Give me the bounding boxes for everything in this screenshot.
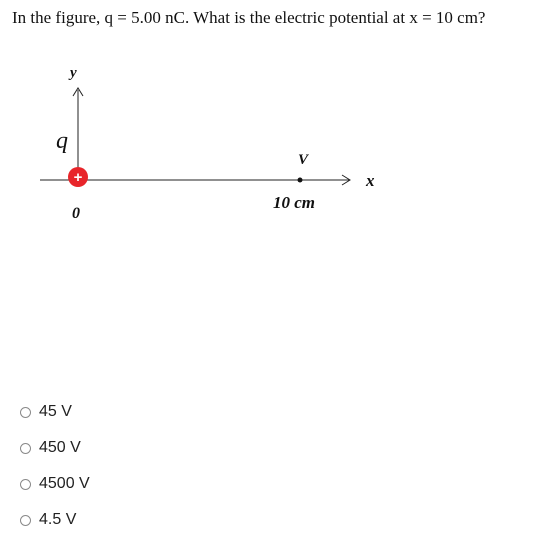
point-label: V: [298, 152, 309, 168]
option-4500v[interactable]: [20, 466, 90, 502]
physics-figure: [0, 40, 557, 240]
radio-button[interactable]: [20, 407, 31, 418]
y-axis-label: y: [70, 65, 77, 81]
option-label: 450 V: [39, 439, 81, 456]
charge-label: q: [56, 128, 68, 154]
option-label: 45 V: [39, 403, 72, 420]
answer-options: [20, 394, 90, 538]
option-label: 4.5 V: [39, 511, 77, 528]
option-label: 4500 V: [39, 475, 90, 492]
distance-label: 10 cm: [273, 193, 316, 212]
x-axis-label: x: [366, 171, 375, 190]
origin-label: 0: [72, 205, 80, 222]
option-450v[interactable]: [20, 430, 90, 466]
option-45v[interactable]: [20, 394, 90, 430]
charge-sign: +: [73, 169, 83, 186]
option-4-5v[interactable]: [20, 502, 90, 538]
radio-button[interactable]: [20, 479, 31, 490]
question-text: In the figure, q = 5.00 nC. What is the electric potential at x = 10 cm?: [12, 8, 486, 27]
point-marker: [298, 178, 303, 183]
radio-button[interactable]: [20, 443, 31, 454]
radio-button[interactable]: [20, 515, 31, 526]
